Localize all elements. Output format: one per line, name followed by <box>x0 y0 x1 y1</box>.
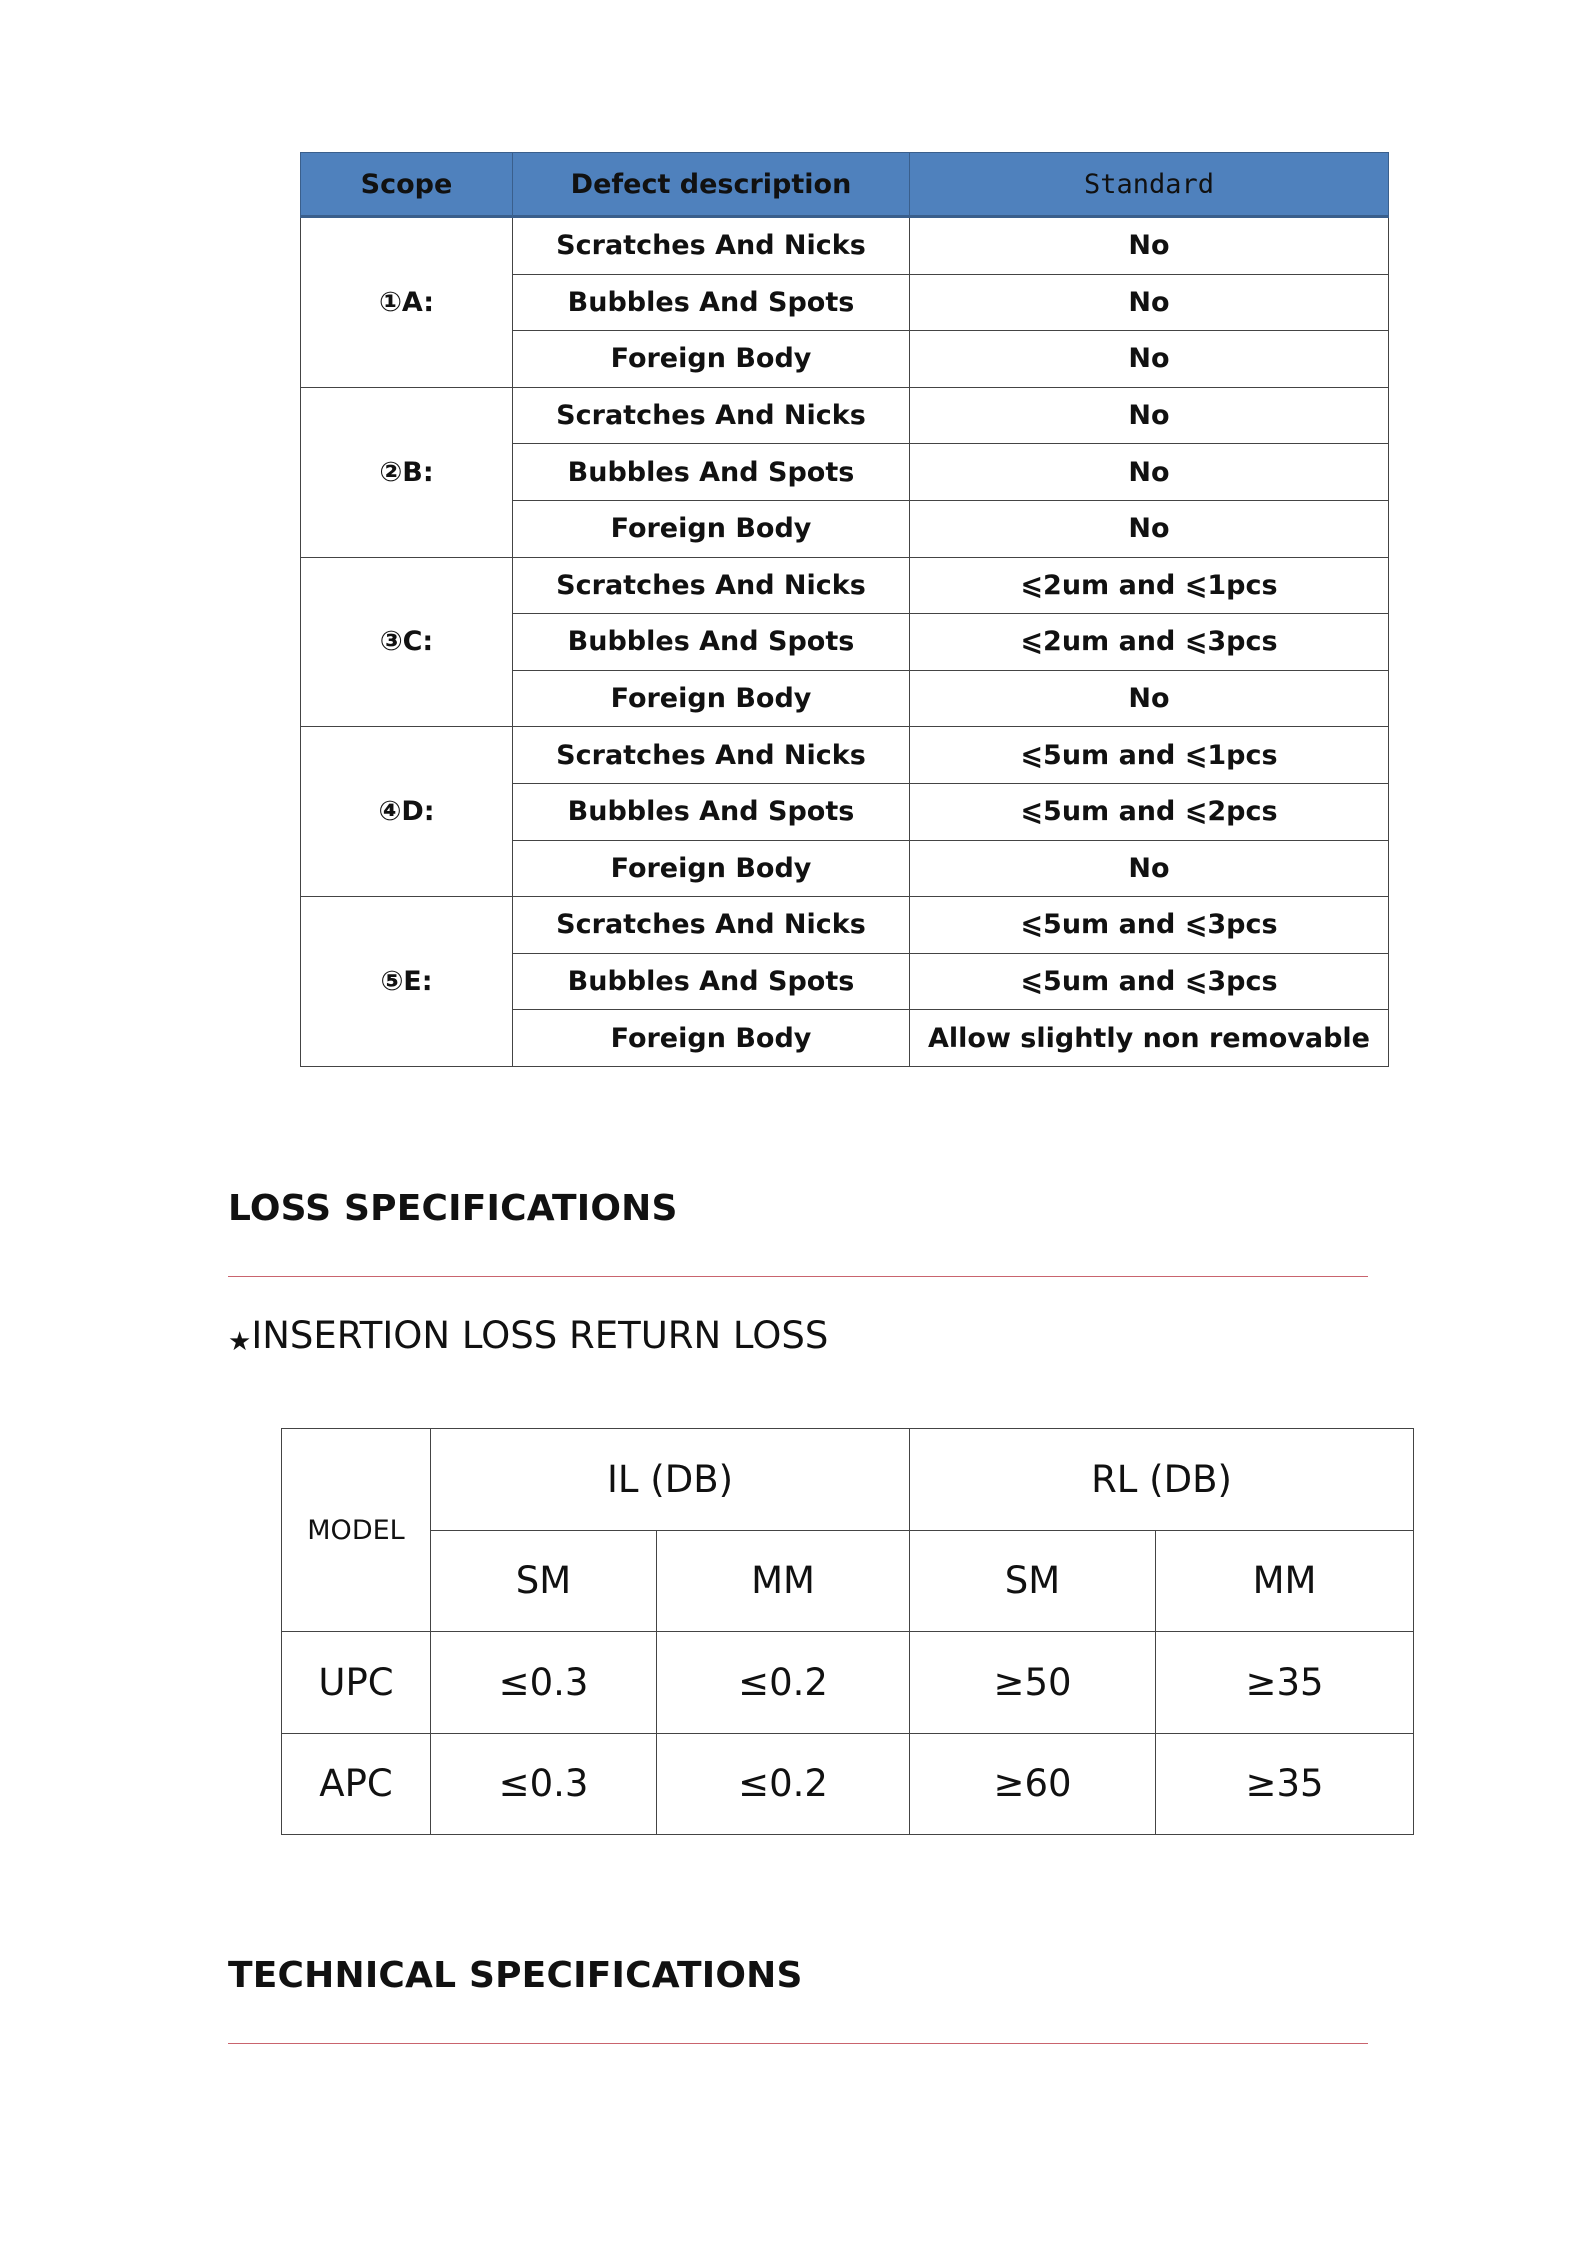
loss-subtitle-text: INSERTION LOSS RETURN LOSS <box>251 1314 829 1357</box>
rl-sm-cell: ≥60 <box>910 1733 1156 1835</box>
defect-cell: Scratches And Nicks <box>513 897 910 954</box>
table-row <box>301 217 1389 275</box>
scope-cell: ⑤E: <box>301 897 513 1067</box>
model-header: MODEL <box>282 1429 431 1632</box>
defect-cell: Scratches And Nicks <box>513 557 910 614</box>
star-icon: ★ <box>228 1327 252 1357</box>
standard-cell: ⩽2um and ⩽3pcs <box>910 614 1389 671</box>
rl-mm-cell: ≥35 <box>1156 1632 1414 1734</box>
table-row <box>301 897 1389 954</box>
rl-mm-header: MM <box>1156 1530 1414 1632</box>
defect-table-header-row <box>301 153 1389 217</box>
scope-cell: ①A: <box>301 217 513 388</box>
rl-sm-header: SM <box>910 1530 1156 1632</box>
standard-cell: ⩽5um and ⩽1pcs <box>910 727 1389 784</box>
il-sm-cell: ≤0.3 <box>431 1632 657 1734</box>
rl-mm-cell: ≥35 <box>1156 1733 1414 1835</box>
standard-cell: ⩽2um and ⩽1pcs <box>910 557 1389 614</box>
loss-table-sub-header-row <box>282 1530 1414 1632</box>
loss-specifications-title: LOSS SPECIFICATIONS <box>228 1188 678 1229</box>
defect-cell: Foreign Body <box>513 840 910 897</box>
table-row <box>282 1632 1414 1734</box>
il-mm-cell: ≤0.2 <box>657 1632 910 1734</box>
standard-cell: No <box>910 444 1389 501</box>
tech-section-divider <box>228 2043 1368 2044</box>
technical-specifications-title: TECHNICAL SPECIFICATIONS <box>228 1955 803 1996</box>
defect-table-header <box>301 153 1389 217</box>
standard-cell: No <box>910 217 1389 275</box>
loss-table-header <box>282 1429 1414 1632</box>
defect-cell: Bubbles And Spots <box>513 953 910 1010</box>
scope-cell: ④D: <box>301 727 513 897</box>
loss-table <box>281 1428 1414 1835</box>
standard-cell: ⩽5um and ⩽2pcs <box>910 783 1389 840</box>
standard-cell: No <box>910 670 1389 727</box>
defect-cell: Bubbles And Spots <box>513 274 910 331</box>
defect-cell: Foreign Body <box>513 500 910 557</box>
rl-sm-cell: ≥50 <box>910 1632 1156 1734</box>
loss-table-body <box>282 1632 1414 1835</box>
defect-cell: Foreign Body <box>513 331 910 388</box>
defect-cell: Bubbles And Spots <box>513 783 910 840</box>
il-header: IL (DB) <box>431 1429 910 1531</box>
loss-section-divider <box>228 1276 1368 1277</box>
defect-cell: Bubbles And Spots <box>513 614 910 671</box>
il-sm-cell: ≤0.3 <box>431 1733 657 1835</box>
loss-table-group-header-row <box>282 1429 1414 1531</box>
defect-cell: Scratches And Nicks <box>513 387 910 444</box>
standard-cell: Allow slightly non removable <box>910 1010 1389 1067</box>
loss-subtitle <box>228 1314 828 1357</box>
standard-header: Standard <box>910 153 1389 217</box>
il-mm-header: MM <box>657 1530 910 1632</box>
table-row <box>301 557 1389 614</box>
defect-cell: Bubbles And Spots <box>513 444 910 501</box>
standard-cell: No <box>910 331 1389 388</box>
rl-header: RL (DB) <box>910 1429 1414 1531</box>
table-row <box>282 1733 1414 1835</box>
model-cell: APC <box>282 1733 431 1835</box>
standard-cell: ⩽5um and ⩽3pcs <box>910 897 1389 954</box>
model-cell: UPC <box>282 1632 431 1734</box>
standard-cell: No <box>910 387 1389 444</box>
defect-cell: Foreign Body <box>513 670 910 727</box>
scope-header: Scope <box>301 153 513 217</box>
table-row <box>301 387 1389 444</box>
defect-cell: Scratches And Nicks <box>513 217 910 275</box>
standard-cell: ⩽5um and ⩽3pcs <box>910 953 1389 1010</box>
standard-cell: No <box>910 274 1389 331</box>
defect-table-body <box>301 217 1389 1067</box>
defect-cell: Foreign Body <box>513 1010 910 1067</box>
defect-table <box>300 152 1389 1067</box>
scope-cell: ③C: <box>301 557 513 727</box>
standard-cell: No <box>910 500 1389 557</box>
scope-cell: ②B: <box>301 387 513 557</box>
standard-cell: No <box>910 840 1389 897</box>
il-mm-cell: ≤0.2 <box>657 1733 910 1835</box>
defect-cell: Scratches And Nicks <box>513 727 910 784</box>
il-sm-header: SM <box>431 1530 657 1632</box>
table-row <box>301 727 1389 784</box>
defect-description-header: Defect description <box>513 153 910 217</box>
